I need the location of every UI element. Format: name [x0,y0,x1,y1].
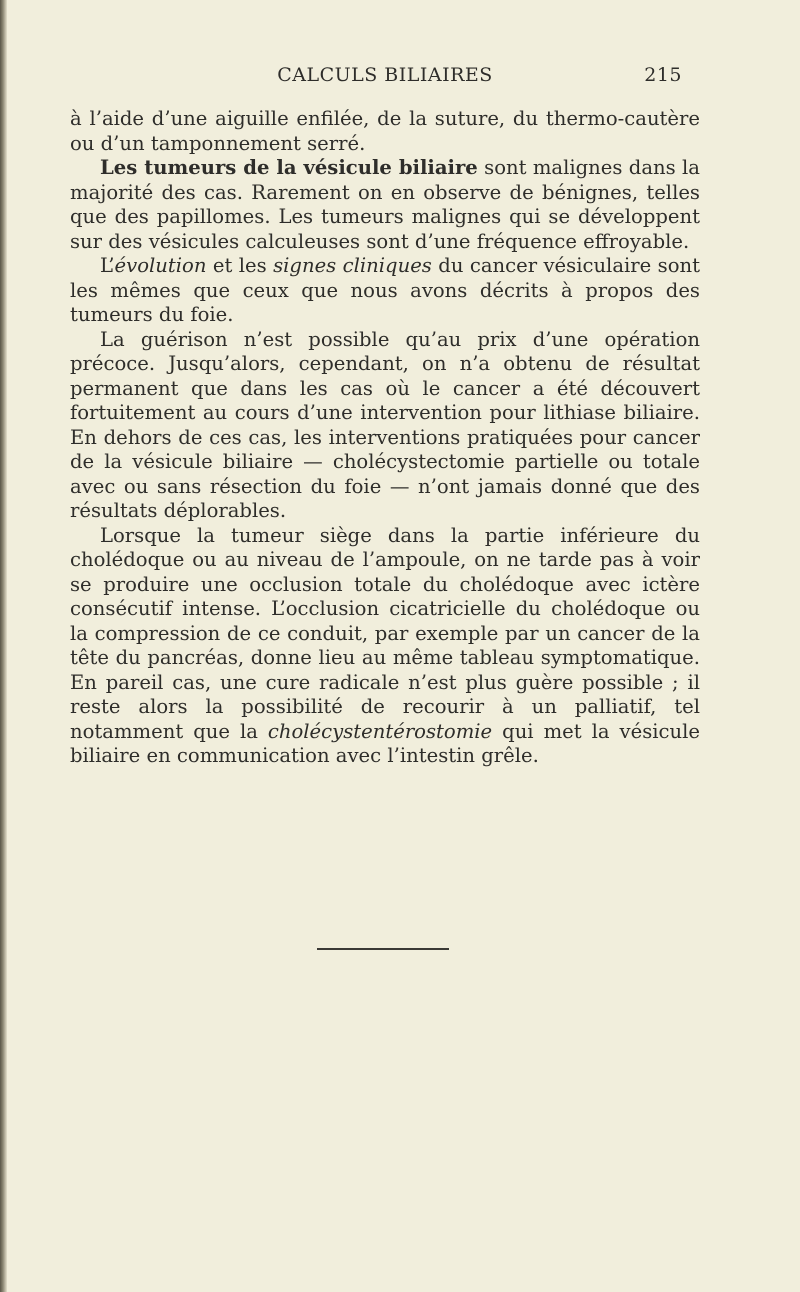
cholecystenterostomie-term: cholécystentérostomie [267,719,493,743]
page-header [70,64,700,94]
paragraph-2 [70,156,700,254]
paragraph-3 [70,254,700,328]
paragraph-5-text: Lorsque la tumeur siège dans la partie inférieure du cholédoque ou au niveau de l’ampoule, on ne tarde pas à voir se produire une occlusion totale du cholédoque avec ictère consécutif intense. L’occlusion cicatricielle du cholédoque ou la compression de ce conduit, par exemple par un cancer de la tête du pancréas, donne lieu au même tableau symptomatique. En pareil cas, une cure radicale n’est plus guère possible ; il reste alors la possibilité de recourir à un palliatif, tel notamment que la [70,523,700,743]
body-text [70,107,700,769]
paragraph-3-lead: L’ [100,254,115,277]
page-number: 215 [644,64,682,86]
paragraph-3-text: du cancer vésiculaire sont les mêmes que ceux que nous avons décrits à propos des tumeurs du foie. [70,254,700,326]
paragraph-5 [70,524,700,769]
page-binding-edge [0,0,7,1292]
paragraph-4: La guérison n’est possible qu’au prix d’une opération précoce. Jusqu’alors, cependant, on n’a obtenu de résultat permanent que dans les cas où le cancer a été découvert fortuitement au cours d’une intervention pour lithiase biliaire. En dehors de ces cas, les interventions pratiquées pour cancer de la vésicule biliaire — cholécystectomie partielle ou totale avec ou sans résection du foie — n’ont jamais donné que des résultats déplorables. [70,327,700,522]
running-title: CALCULS BILIAIRES [277,64,493,86]
signes-cliniques-term: signes cliniques [273,254,432,277]
section-end-rule [317,948,449,950]
paragraph-1: à l’aide d’une aiguille enfilée, de la suture, du thermo-cautère ou d’un tamponnement serré. [70,107,700,155]
evolution-term: évolution [114,254,207,277]
tumeurs-heading: Les tumeurs de la vésicule biliaire [100,156,478,179]
paragraph-2-text: sont malignes dans la majorité des cas. Rarement on en observe de bénignes, telles que des papillomes. Les tumeurs malignes qui se développent sur des vésicules calculeuses sont d’une fréquence effroyable. [70,156,700,253]
paragraph-3-connector: et les [206,254,274,277]
paragraph-5-end: qui met la vésicule biliaire en communication avec l’intestin grêle. [70,719,700,767]
